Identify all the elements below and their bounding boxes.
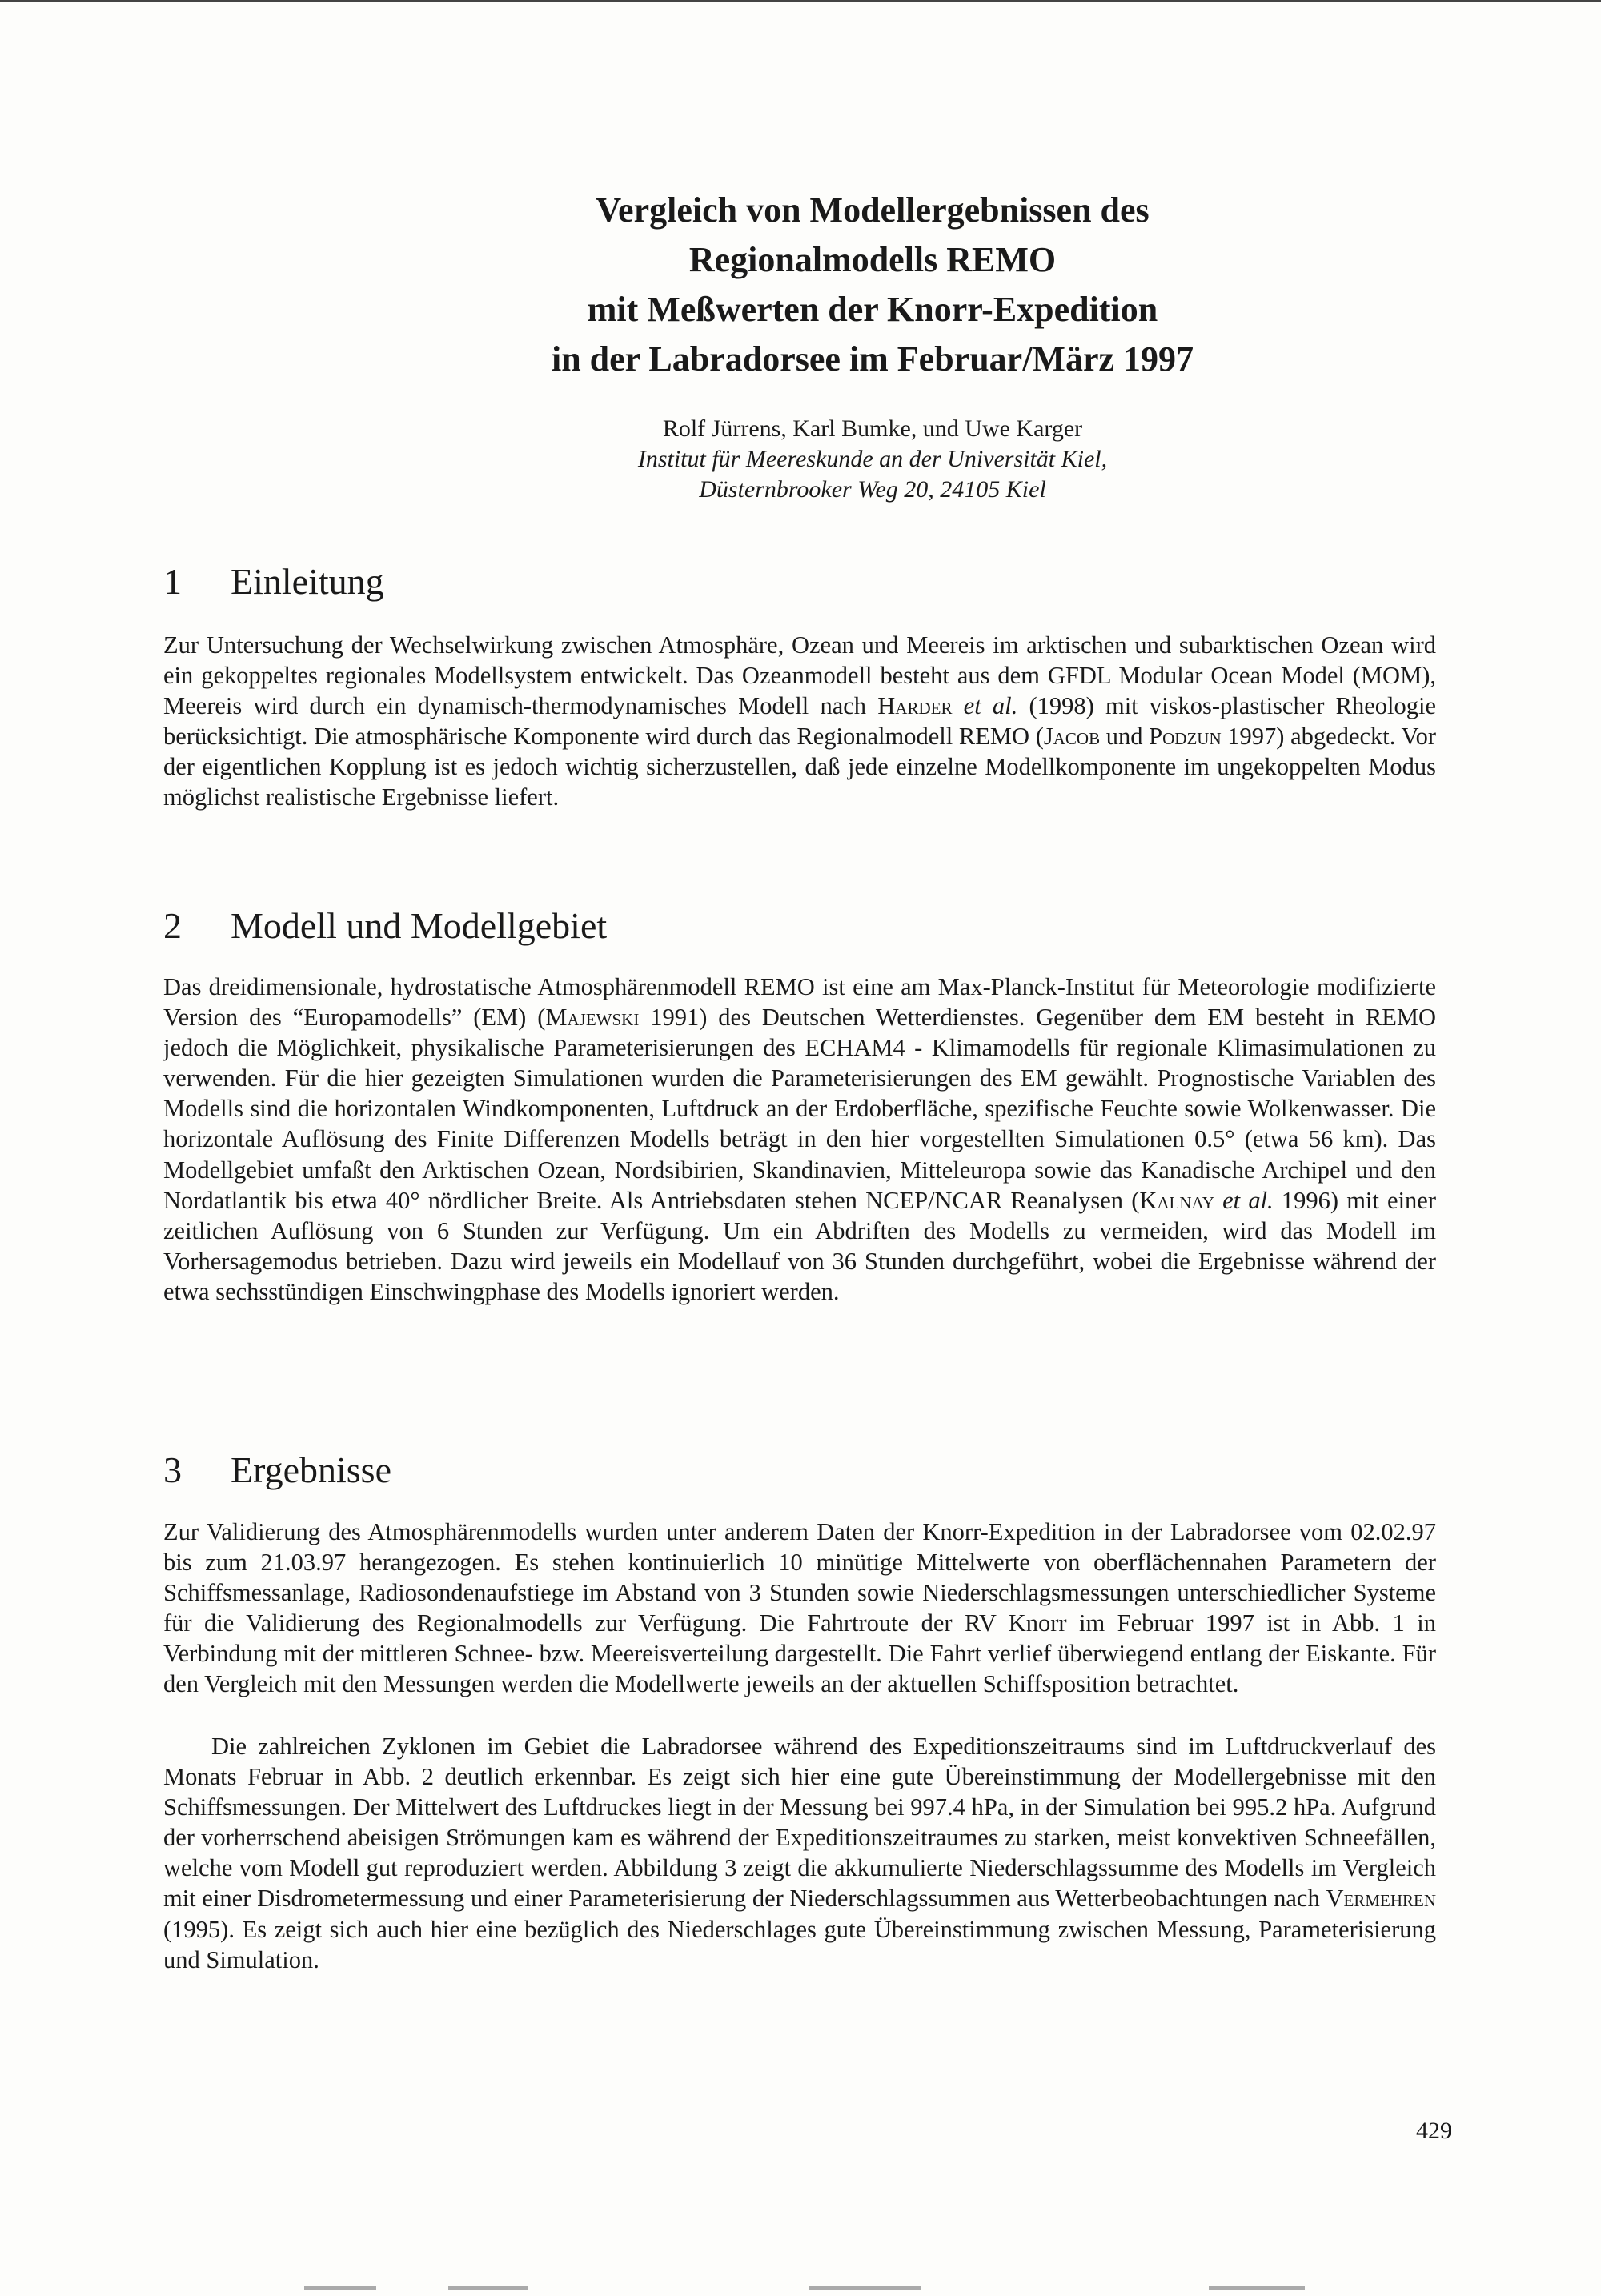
section-number: 2 [163,905,182,946]
text-run [1214,1187,1222,1214]
section-heading-ergebnisse [163,1449,391,1491]
author-names: Rolf Jürrens, Karl Bumke, und Uwe Karger [662,415,1083,442]
text-run: Zur Validierung des Atmosphärenmodells wurden unter anderem Daten der Knorr-Expedition in der Labradorsee vom 02.02.97 bis zum 21.03.97 herangezogen. Es stehen kontinuierlich 10 minütige Mittelwerte von oberflächennahen Parametern der Schiffsmessanlage, Radiosondenaufstiege im Abstand von 3 Stunden sowie Niederschlagsmessungen unterschiedlicher Systeme für die Validierung des Regionalmodells zur Verfügung. Die Fahrtroute der RV Knorr im Februar 1997 ist in Abb. 1 in Verbindung mit der mittleren Schnee- bzw. Meereisverteilung dargestellt. Die Fahrt verlief überwiegend entlang der Eiskante. Für den Vergleich mit den Messungen werden die Modellwerte jeweils an der aktuellen Schiffsposition betrachtet. [163,1518,1436,1698]
text-run [952,692,963,719]
page-number: 429 [1416,2118,1452,2144]
text-run: 1996) mit einer zeitlichen Auflösung von 6 Stunden zur Verfügung. Um ein Abdriften des Modells zu vermeiden, wird das Modell im Vorhersagemodus betrieben. Dazu wird jeweils ein Modellauf von 36 Stunden durchgeführt, wobei die Ergebnisse während der etwa sechsstündigen Einschwingphase des Modells ignoriert werden. [163,1186,1436,1305]
citation-author: Jacob [1043,723,1101,751]
text-run: (1995). Es zeigt sich auch hier eine bezüglich des Niederschlages gute Übereinstimmung zwischen Messung, Parameterisierung und Simulation. [163,1915,1436,1973]
section-heading-modell [163,904,607,947]
paragraph [163,1517,1436,1700]
section-number: 3 [163,1449,182,1490]
title-line: Regionalmodells REMO [688,240,1057,279]
title-line: in der Labradorsee im Februar/März 1997 [551,339,1194,379]
paragraph [163,1731,1436,1975]
paragraph [163,972,1436,1307]
citation-author: Kalnay [1139,1186,1214,1214]
citation-author: Harder [877,692,953,720]
italic-text: et al. [963,692,1018,720]
text-run: 1991) des Deutschen Wetterdienstes. Gegenüber dem EM besteht in REMO jedoch die Möglichkeit, physikalische Parameterisierungen des ECHAM4 - Klimamodells für regionale Klimasimulationen zu verwenden. Für die hier gezeigten Simulationen wurden die Parameterisierungen des EM gewählt. Prognostische Variablen des Modells sind die horizontalen Windkomponenten, Luftdruck an der Erdoberfläche, spezifische Feuchte sowie Wolkenwasser. Die horizontale Auflösung des Finite Differenzen Modells beträgt in den hier vorgestellten Simulationen 0.5° (etwa 56 km). Das Modellgebiet umfaßt den Arktischen Ozean, Nordsibirien, Skandinavien, Mitteleuropa sowie das Kanadische Archipel und den Nordatlantik bis etwa 40° nördlicher Breite. Als Antriebsdaten stehen NCEP/NCAR Reanalysen ( [163,1004,1436,1214]
text-run: Das dreidimensionale, hydrostatische Atmosphärenmodell REMO ist eine am Max-Planck-Institut für Meteorologie modifizierte Version des “Europamodells” (EM) ( [163,973,1436,1032]
citation-author: Podzun [1149,723,1222,751]
text-run: und [1100,723,1150,751]
scan-edge-marks [0,2286,1601,2296]
section-title: Modell und Modellgebiet [231,905,608,946]
italic-text: et al. [1222,1186,1274,1214]
title-line: mit Meßwerten der Knorr-Expedition [587,290,1158,329]
section-heading-einleitung [163,560,384,603]
section-title: Ergebnisse [231,1449,392,1490]
section-title: Einleitung [231,561,384,602]
text-run: Zur Untersuchung der Wechselwirkung zwischen Atmosphäre, Ozean und Meereis im arktischen und subarktischen Ozean wird ein gekoppeltes regionales Modellsystem entwickelt. Das Ozeanmodell besteht aus dem GFDL Modular Ocean Model (MOM), Meereis wird durch ein dynamisch-thermodynamisches Modell nach [163,631,1436,720]
affiliation-line: Institut für Meereskunde an der Universität Kiel, [637,446,1108,472]
title-line: Vergleich von Modellergebnissen des [596,190,1150,230]
citation-author: Majewski [545,1004,640,1032]
paragraph [163,630,1436,813]
citation-author: Vermehren [1326,1885,1436,1913]
paper-title [304,186,1441,384]
text-run: (1998) mit viskos-plastischer Rheologie berücksichtigt. Die atmosphärische Komponente wird durch das Regionalmodell REMO ( [163,692,1436,751]
text-run: Die zahlreichen Zyklonen im Gebiet die Labradorsee während des Expeditionszeitraums sind im Luftdruckverlauf des Monats Februar in Abb. 2 deutlich erkennbar. Es zeigt sich hier eine gute Übereinstimmung der Modellergebnisse mit den Schiffsmessungen. Der Mittelwert des Luftdruckes liegt in der Messung bei 997.4 hPa, in der Simulation bei 995.2 hPa. Aufgrund der vorherrschend abeisigen Strömungen kam es während der Expeditionszeitraumes zu starken, meist konvektiven Schneefällen, welche vom Modell gut reproduziert werden. Abbildung 3 zeigt die akkumulierte Niederschlagssumme des Modells im Vergleich mit einer Disdrometermessung und einer Parameterisierung der Niederschlagssummen aus Wetterbeobachtungen nach [163,1733,1436,1913]
affiliation-line: Düsternbrooker Weg 20, 24105 Kiel [699,476,1046,503]
top-rule [0,0,1601,2]
text-run: 1997) abgedeckt. Vor der eigentlichen Kopplung ist es jedoch wichtig sicherzustellen, daß jede einzelne Modellkomponente im ungekoppelten Modus möglichst realistische Ergebnisse liefert. [163,723,1436,811]
section-number: 1 [163,561,182,602]
author-block [400,414,1345,505]
